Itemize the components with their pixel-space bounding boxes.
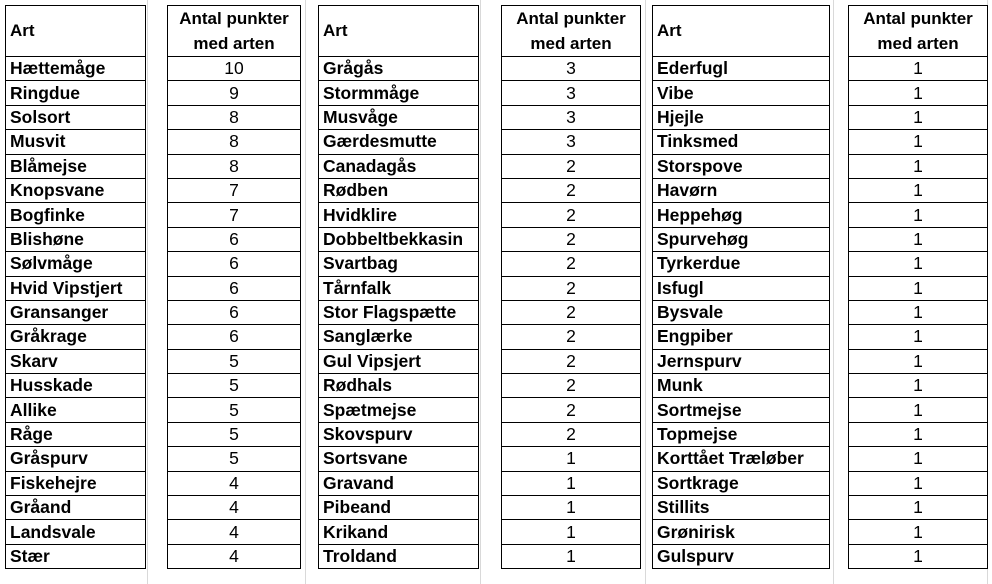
count-header: Antal punkter med arten <box>849 6 988 57</box>
art-header: Art <box>6 6 146 57</box>
table-row <box>319 178 641 202</box>
point-count-cell: 7 <box>168 203 301 227</box>
species-name-cell: Landsvale <box>6 520 146 544</box>
species-table-3 <box>652 5 988 569</box>
table-row <box>653 130 988 154</box>
species-name-cell: Skarv <box>6 349 146 373</box>
table-row <box>653 105 988 129</box>
table-row <box>6 422 301 446</box>
table-row <box>6 57 301 81</box>
point-count-cell: 2 <box>502 398 641 422</box>
species-name-cell: Gulspurv <box>653 544 830 568</box>
point-count-cell: 2 <box>502 349 641 373</box>
point-count-cell: 2 <box>502 252 641 276</box>
species-name-cell: Pibeand <box>319 496 479 520</box>
species-name-cell: Ederfugl <box>653 57 830 81</box>
point-count-cell: 1 <box>502 544 641 568</box>
point-count-cell: 6 <box>168 227 301 251</box>
table-row <box>319 203 641 227</box>
species-name-cell: Hjejle <box>653 105 830 129</box>
species-table-1 <box>5 5 301 569</box>
species-name-cell: Svartbag <box>319 252 479 276</box>
species-name-cell: Hvidklire <box>319 203 479 227</box>
species-name-cell: Dobbeltbekkasin <box>319 227 479 251</box>
table-row <box>653 81 988 105</box>
species-name-cell: Solsort <box>6 105 146 129</box>
table-row <box>6 252 301 276</box>
table-row <box>319 227 641 251</box>
point-count-cell: 1 <box>849 496 988 520</box>
point-count-cell: 5 <box>168 422 301 446</box>
species-name-cell: Jernspurv <box>653 349 830 373</box>
point-count-cell: 2 <box>502 325 641 349</box>
point-count-cell: 1 <box>502 447 641 471</box>
point-count-cell: 1 <box>849 398 988 422</box>
species-name-cell: Bogfinke <box>6 203 146 227</box>
art-header: Art <box>319 6 479 57</box>
table-row <box>6 325 301 349</box>
species-name-cell: Korttået Træløber <box>653 447 830 471</box>
point-count-cell: 1 <box>849 276 988 300</box>
species-name-cell: Hættemåge <box>6 57 146 81</box>
species-name-cell: Engpiber <box>653 325 830 349</box>
point-count-cell: 2 <box>502 300 641 324</box>
species-name-cell: Troldand <box>319 544 479 568</box>
art-header: Art <box>653 6 830 57</box>
table-row <box>6 349 301 373</box>
species-name-cell: Sortsvane <box>319 447 479 471</box>
point-count-cell: 1 <box>502 471 641 495</box>
point-count-cell: 1 <box>849 105 988 129</box>
table-row <box>6 203 301 227</box>
table-row <box>319 349 641 373</box>
species-name-cell: Spætmejse <box>319 398 479 422</box>
point-count-cell: 1 <box>849 544 988 568</box>
species-name-cell: Gul Vipsjert <box>319 349 479 373</box>
species-name-cell: Sølvmåge <box>6 252 146 276</box>
point-count-cell: 2 <box>502 154 641 178</box>
table-row <box>319 544 641 568</box>
point-count-cell: 6 <box>168 300 301 324</box>
table-row <box>319 57 641 81</box>
count-header: Antal punkter med arten <box>502 6 641 57</box>
point-count-cell: 1 <box>849 57 988 81</box>
point-count-cell: 5 <box>168 447 301 471</box>
species-name-cell: Gransanger <box>6 300 146 324</box>
species-name-cell: Hvid Vipstjert <box>6 276 146 300</box>
table-row <box>6 471 301 495</box>
species-name-cell: Rødben <box>319 178 479 202</box>
table-row <box>653 520 988 544</box>
table-row <box>653 203 988 227</box>
point-count-cell: 3 <box>502 81 641 105</box>
table-header-row <box>6 6 301 57</box>
table-row <box>653 447 988 471</box>
point-count-cell: 10 <box>168 57 301 81</box>
table-row <box>6 276 301 300</box>
point-count-cell: 9 <box>168 81 301 105</box>
point-count-cell: 5 <box>168 398 301 422</box>
species-table-2 <box>318 5 641 569</box>
point-count-cell: 2 <box>502 178 641 202</box>
species-name-cell: Stillits <box>653 496 830 520</box>
table-row <box>319 471 641 495</box>
point-count-cell: 1 <box>849 300 988 324</box>
table-row <box>653 374 988 398</box>
species-name-cell: Isfugl <box>653 276 830 300</box>
point-count-cell: 8 <box>168 130 301 154</box>
point-count-cell: 6 <box>168 276 301 300</box>
point-count-cell: 2 <box>502 227 641 251</box>
point-count-cell: 4 <box>168 544 301 568</box>
species-name-cell: Stormmåge <box>319 81 479 105</box>
table-row <box>319 325 641 349</box>
point-count-cell: 1 <box>849 325 988 349</box>
species-name-cell: Allike <box>6 398 146 422</box>
table-row <box>653 276 988 300</box>
table-header-row <box>319 6 641 57</box>
table-row <box>319 520 641 544</box>
species-name-cell: Sortkrage <box>653 471 830 495</box>
species-name-cell: Musvit <box>6 130 146 154</box>
species-name-cell: Sortmejse <box>653 398 830 422</box>
species-name-cell: Gråkrage <box>6 325 146 349</box>
species-name-cell: Blishøne <box>6 227 146 251</box>
species-name-cell: Vibe <box>653 81 830 105</box>
species-name-cell: Storspove <box>653 154 830 178</box>
table-row <box>6 178 301 202</box>
point-count-cell: 8 <box>168 154 301 178</box>
table-row <box>653 300 988 324</box>
point-count-cell: 1 <box>849 422 988 446</box>
species-name-cell: Krikand <box>319 520 479 544</box>
point-count-cell: 5 <box>168 374 301 398</box>
point-count-cell: 7 <box>168 178 301 202</box>
point-count-cell: 1 <box>849 471 988 495</box>
table-row <box>6 81 301 105</box>
point-count-cell: 4 <box>168 471 301 495</box>
point-count-cell: 1 <box>502 520 641 544</box>
point-count-cell: 1 <box>849 178 988 202</box>
species-name-cell: Tyrkerdue <box>653 252 830 276</box>
table-row <box>653 349 988 373</box>
species-name-cell: Gravand <box>319 471 479 495</box>
table-row <box>653 227 988 251</box>
species-name-cell: Råge <box>6 422 146 446</box>
table-row <box>653 422 988 446</box>
point-count-cell: 1 <box>849 154 988 178</box>
species-name-cell: Heppehøg <box>653 203 830 227</box>
point-count-cell: 5 <box>168 349 301 373</box>
point-count-cell: 1 <box>849 130 988 154</box>
species-name-cell: Skovspurv <box>319 422 479 446</box>
table-row <box>319 105 641 129</box>
point-count-cell: 1 <box>849 203 988 227</box>
species-name-cell: Bysvale <box>653 300 830 324</box>
table-row <box>653 252 988 276</box>
point-count-cell: 3 <box>502 57 641 81</box>
point-count-cell: 1 <box>849 349 988 373</box>
table-row <box>319 496 641 520</box>
species-name-cell: Fiskehejre <box>6 471 146 495</box>
point-count-cell: 2 <box>502 422 641 446</box>
point-count-cell: 4 <box>168 496 301 520</box>
table-row <box>653 496 988 520</box>
point-count-cell: 6 <box>168 325 301 349</box>
point-count-cell: 2 <box>502 276 641 300</box>
table-row <box>6 130 301 154</box>
species-name-cell: Husskade <box>6 374 146 398</box>
species-name-cell: Knopsvane <box>6 178 146 202</box>
point-count-cell: 2 <box>502 203 641 227</box>
species-name-cell: Grønirisk <box>653 520 830 544</box>
species-name-cell: Munk <box>653 374 830 398</box>
species-name-cell: Musvåge <box>319 105 479 129</box>
table-row <box>653 57 988 81</box>
table-row <box>6 105 301 129</box>
species-name-cell: Stor Flagspætte <box>319 300 479 324</box>
table-row <box>319 252 641 276</box>
table-row <box>653 178 988 202</box>
species-name-cell: Sanglærke <box>319 325 479 349</box>
table-row <box>653 544 988 568</box>
table-row <box>319 447 641 471</box>
species-name-cell: Ringdue <box>6 81 146 105</box>
table-row <box>319 130 641 154</box>
table-row <box>319 154 641 178</box>
species-name-cell: Havørn <box>653 178 830 202</box>
point-count-cell: 1 <box>849 374 988 398</box>
species-name-cell: Grågås <box>319 57 479 81</box>
species-name-cell: Gråspurv <box>6 447 146 471</box>
point-count-cell: 3 <box>502 105 641 129</box>
species-name-cell: Tinksmed <box>653 130 830 154</box>
species-name-cell: Gærdesmutte <box>319 130 479 154</box>
table-row <box>653 154 988 178</box>
table-row <box>319 300 641 324</box>
point-count-cell: 1 <box>849 227 988 251</box>
point-count-cell: 1 <box>849 520 988 544</box>
table-row <box>6 496 301 520</box>
table-row <box>6 447 301 471</box>
table-row <box>6 544 301 568</box>
point-count-cell: 6 <box>168 252 301 276</box>
table-row <box>6 154 301 178</box>
table-row <box>319 398 641 422</box>
table-row <box>319 422 641 446</box>
table-row <box>6 374 301 398</box>
point-count-cell: 2 <box>502 374 641 398</box>
point-count-cell: 1 <box>849 81 988 105</box>
table-row <box>319 276 641 300</box>
species-name-cell: Gråand <box>6 496 146 520</box>
point-count-cell: 1 <box>502 496 641 520</box>
table-row <box>653 471 988 495</box>
table-header-row <box>653 6 988 57</box>
species-name-cell: Canadagås <box>319 154 479 178</box>
point-count-cell: 1 <box>849 252 988 276</box>
species-name-cell: Topmejse <box>653 422 830 446</box>
species-name-cell: Stær <box>6 544 146 568</box>
table-row <box>319 374 641 398</box>
point-count-cell: 8 <box>168 105 301 129</box>
table-row <box>6 227 301 251</box>
table-row <box>653 398 988 422</box>
point-count-cell: 4 <box>168 520 301 544</box>
table-row <box>319 81 641 105</box>
point-count-cell: 1 <box>849 447 988 471</box>
table-row <box>6 520 301 544</box>
table-row <box>6 300 301 324</box>
count-header: Antal punkter med arten <box>168 6 301 57</box>
table-row <box>653 325 988 349</box>
species-name-cell: Rødhals <box>319 374 479 398</box>
species-name-cell: Blåmejse <box>6 154 146 178</box>
point-count-cell: 3 <box>502 130 641 154</box>
species-name-cell: Tårnfalk <box>319 276 479 300</box>
species-name-cell: Spurvehøg <box>653 227 830 251</box>
table-row <box>6 398 301 422</box>
